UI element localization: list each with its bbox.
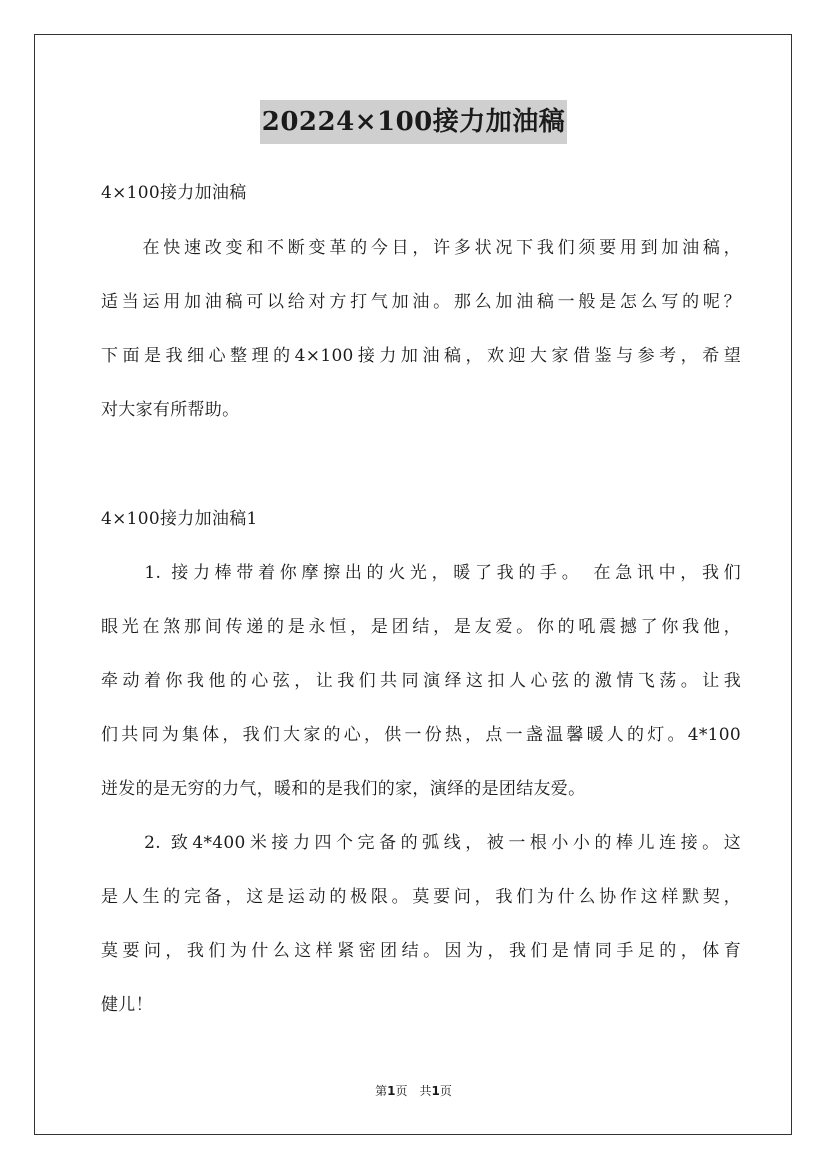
footer-suffix: 页 bbox=[439, 1084, 452, 1098]
footer-mid: 页 共 bbox=[395, 1084, 432, 1098]
para2-line: 是人生的完备，这是运动的极限。莫要问，我们为什么协作这样默契， bbox=[101, 887, 741, 907]
para1-line: 迸发的是无穷的力气，暖和的是我们的家，演绎的是团结友爱。 bbox=[101, 779, 586, 799]
para1-line: 1. 接力棒带着你摩擦出的火光，暖了我的手。 在急讯中，我们 bbox=[101, 563, 741, 583]
intro-line: 对大家有所帮助。 bbox=[101, 400, 240, 420]
page-total: 1 bbox=[431, 1084, 440, 1098]
para2-line: 健儿！ bbox=[101, 995, 153, 1015]
intro-line: 在快速改变和不断变革的今日，许多状况下我们须要用到加油稿， bbox=[101, 238, 741, 258]
paragraph-1 bbox=[101, 546, 741, 816]
title-wrap bbox=[0, 100, 827, 144]
para1-line: 眼光在煞那间传递的是永恒，是团结，是友爱。你的吼震撼了你我他， bbox=[101, 617, 741, 637]
intro-paragraph bbox=[101, 221, 741, 437]
document-title: 20224×100接力加油稿 bbox=[260, 100, 568, 144]
para1-line: 们共同为集体，我们大家的心，供一份热，点一盏温馨暖人的灯。4*100 bbox=[101, 725, 741, 745]
page-current: 1 bbox=[387, 1084, 396, 1098]
page-footer bbox=[0, 1082, 827, 1099]
subheading-1: 4×100接力加油稿 bbox=[101, 183, 247, 203]
intro-line: 适当运用加油稿可以给对方打气加油。那么加油稿一般是怎么写的呢？ bbox=[101, 292, 741, 312]
subheading-2: 4×100接力加油稿1 bbox=[101, 509, 258, 529]
para2-line: 2. 致4*400米接力四个完备的弧线，被一根小小的棒儿连接。这 bbox=[101, 833, 741, 853]
intro-line: 下面是我细心整理的4×100接力加油稿，欢迎大家借鉴与参考，希望 bbox=[101, 346, 741, 366]
footer-prefix: 第 bbox=[375, 1084, 388, 1098]
paragraph-2 bbox=[101, 816, 741, 1032]
para1-line: 牵动着你我他的心弦，让我们共同演绎这扣人心弦的激情飞荡。让我 bbox=[101, 671, 741, 691]
para2-line: 莫要问，我们为什么这样紧密团结。因为，我们是情同手足的，体育 bbox=[101, 941, 741, 961]
